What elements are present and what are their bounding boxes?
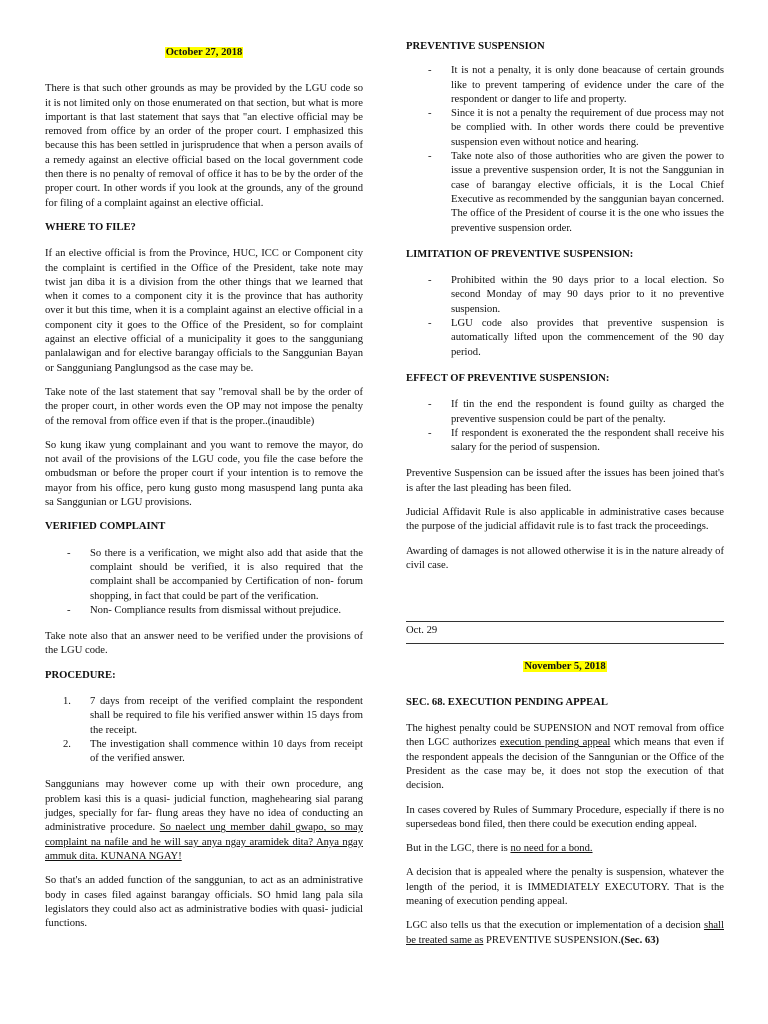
verified-list [45, 547, 363, 618]
list-item: - If respondent is exonerated the the respondent shall receive his salary for the period of suspension. [406, 427, 724, 456]
list-item: - It is not a penalty, it is only done beacause of certain grounds like to prevent tampering of evidence under the care of the respondent or danger to life and property. [406, 64, 724, 107]
list-item [45, 695, 363, 738]
where-paragraph-2: Take note of the last statement that say "removal shall be by the order of the proper court, in other words even the OP may not impose the penalty of the removal from office even if that is the proper..(inaudible) [45, 386, 363, 427]
list-item: - So there is a verification, we might also add that aside that the complaint should be verified, it is also required that the complaint shall be accompanied by Certification of non- forum shopping, in fact that could be part of the verification. [45, 547, 363, 604]
underlined-text: execution pending appeal [500, 737, 611, 749]
effect-heading: EFFECT OF PREVENTIVE SUSPENSION: [406, 372, 610, 384]
sec-paragraph-4: A decision that is appealed where the penalty is suspension, whatever the length of the period, it is IMMEDIATELY EXECUTORY. That is the meaning of execution pending appeal. [406, 867, 724, 908]
left-column [45, 40, 363, 941]
paragraph-text: which means that even if the respondent appeals the decision of the Sanngunian or the Office of the President as the case may be, it does not stop the execution of that decision. [406, 737, 725, 792]
limitation-heading: LIMITATION OF PREVENTIVE SUSPENSION: [406, 248, 634, 260]
list-number: 2. [63, 738, 71, 750]
paragraph-text: But in the LGC, there is [406, 843, 511, 855]
date-text: October 27, 2018 [165, 47, 243, 58]
date-heading-2 [406, 660, 724, 674]
effect-paragraph-3: Awarding of damages is not allowed otherwise it is in the nature already of civil case. [406, 545, 724, 571]
list-item: - Prohibited within the 90 days prior to a local election. So second Monday of may 90 days prior to it no preventive suspension. [406, 274, 724, 317]
preventive-list [406, 64, 724, 236]
sec-paragraph-2: In cases covered by Rules of Summary Procedure, especially if there is no supersedeas bond filed, then there could be execution ending appeal. [406, 804, 724, 830]
list-item: - LGU code also provides that preventive suspension is automatically lifted upon the commencement of the 90 day period. [406, 317, 724, 360]
sanggunian-paragraph-1 [45, 778, 363, 864]
paragraph-text: LGC also tells us that the execution or implementation of a decision [406, 920, 704, 932]
list-item: - Take note also of those authorities who are given the power to issue a preventive suspension order, It is not the Sanggunian in case of barangay elective officials, it is the Local Chief Executive as recommended by the sanggunian bayan concerned. The office of the President of course it is the one who issues the preventive suspension order. [406, 150, 724, 236]
sec-paragraph-3 [406, 842, 724, 856]
list-item: - Since it is not a penalty the requirement of due process may not be complied with. In other words there could be preventive suspension even without notice and hearing. [406, 107, 724, 150]
list-item: - If tin the end the respondent is found guilty as charged the preventive suspension could be part of the penalty. [406, 398, 724, 427]
oct-29-label: Oct. 29 [406, 625, 438, 637]
sec-68-heading: SEC. 68. EXECUTION PENDING APPEAL [406, 696, 608, 708]
effect-list [406, 398, 724, 455]
paragraph-text: PREVENTIVE SUSPENSION. [483, 934, 621, 946]
list-text: The investigation shall commence within 10 days from receipt of the verified answer. [90, 738, 363, 765]
list-item: - Non- Compliance results from dismissal without prejudice. [45, 604, 363, 618]
underlined-text: So naelect ung member dahil gwapo, so may complaint na nafile and he will say anya ngay aramidek dita? Anya ngay ammuk dita. KUNANA NGAY! [45, 822, 363, 862]
sanggunian-paragraph-2: So that's an added function of the sanggunian, to act as an administrative body in cases filed against barangay officials. SO hmid lang pala sila legislators they could also act as administrative bodies with quasi- judicial functions. [45, 875, 363, 930]
right-column [406, 40, 724, 958]
section-divider [406, 643, 724, 644]
sec-paragraph-5 [406, 919, 724, 948]
limitation-list [406, 274, 724, 360]
paragraph-text: Sanggunians may however come up with their own procedure, ang problem kasi this is a quasi- judicial function, maghehearing sial parang judges, specially for far- flung areas they have no idea of conducting an administrative procedure. [45, 779, 363, 834]
date-text: November 5, 2018 [524, 660, 606, 672]
section-reference: (Sec. 63) [620, 934, 660, 946]
list-text: 7 days from receipt of the verified complaint the respondent shall be required to file his verified answer within 15 days from the receipt. [90, 695, 363, 736]
underlined-text: no need for a bond. [510, 843, 593, 855]
verified-note: Take note also that an answer need to be verified under the provisions of the LGU code. [45, 631, 363, 657]
effect-paragraph-2: Judicial Affidavit Rule is also applicable in administrative cases because the purpose of the judicial affidavit rule is to fast track the proceedings. [406, 507, 724, 533]
effect-paragraph-1: Preventive Suspension can be issued after the issues has been joined that's is after the last pleading has been filed. [406, 468, 724, 494]
list-item [45, 738, 363, 767]
list-number: 1. [63, 695, 71, 707]
date-heading [45, 46, 363, 60]
where-paragraph-3: So kung ikaw yung complainant and you want to remove the mayor, do not avail of the provisions of the LGU code, you file the case before the ombudsman or before the proper court if your intention is to remove the mayor from his office, pero kung gusto mong masuspend lang punta aka sa Sanggunian or LGU provisions. [45, 439, 363, 509]
sec-paragraph-1 [406, 722, 724, 793]
underlined-text: shall be treated same as [406, 920, 724, 946]
paragraph-text: The highest penalty could be SUPENSION and NOT removal from office then LGC authorizes [406, 723, 724, 749]
preventive-suspension-heading: PREVENTIVE SUSPENSION [406, 41, 545, 52]
procedure-heading: PROCEDURE: [45, 669, 116, 681]
procedure-list [45, 695, 363, 766]
verified-complaint-heading: VERIFIED COMPLAINT [45, 521, 166, 533]
where-to-file-heading: WHERE TO FILE? [45, 221, 136, 233]
intro-paragraph: There is that such other grounds as may be provided by the LGU code so it is not limited only on those enumerated on that section, but what is more important is that last statement that says that "an elective official may be removed from office by an order of the proper court. I emphasized this because this has been settled in jurisprudence that when a person avails of a remedy against an elective official based on the local government code then there is no penalty of removal of office it has to be by the order of the proper court. In other words if you look at the grounds, any of the ground for filing of a complaint against an elective official. [45, 83, 363, 209]
where-paragraph-1: If an elective official is from the Province, HUC, ICC or Component city the complaint is certified in the Office of the President, take note may twist jan diba it is a division from the other things that we learned that when it comes to a component city it is the province that has authority over it but this time, when it is a complaint against an elective official in a component city it goes to the Office of the President, so for complaint against an elective official of a municipality it goes to the sangguniang panlalawigan and for elective barangay officials to the Sanggunian Bayan or Sangguniang Panglungsod as the case may be. [45, 248, 363, 374]
